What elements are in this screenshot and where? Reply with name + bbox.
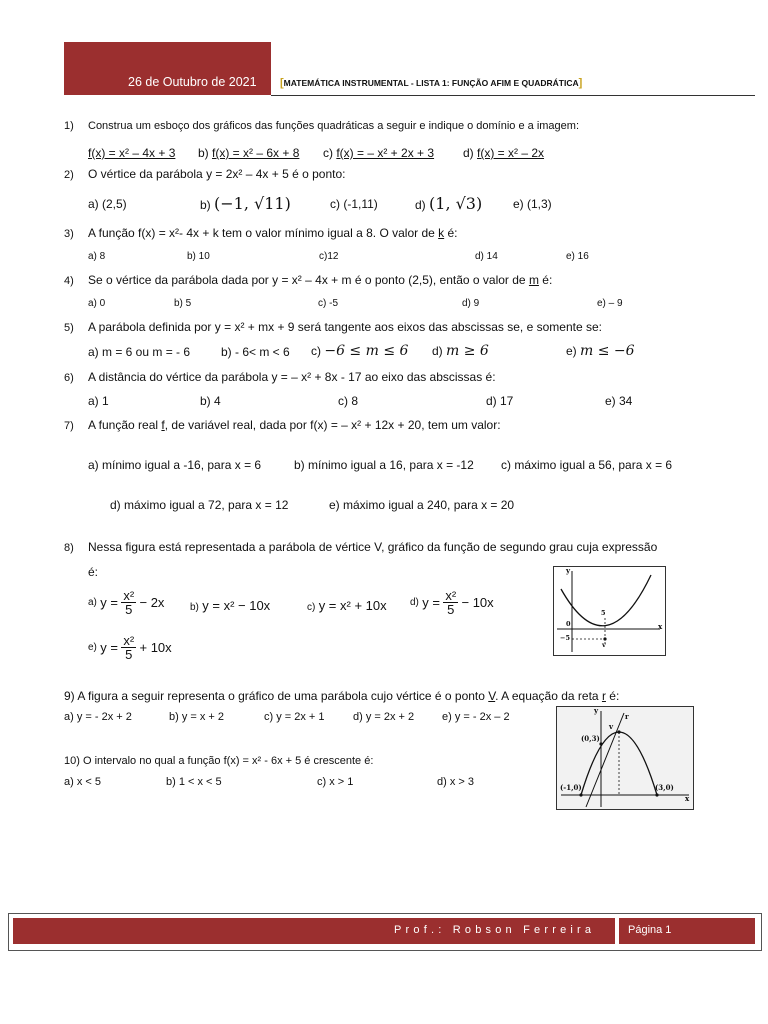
q6-option-c: c) 8 — [338, 394, 359, 408]
q1-option-d: d) f(x) = x² – 2x — [463, 146, 545, 160]
q1-text: Construa um esboço dos gráficos das funções quadráticas a seguir e indique o domínio e a imagem: — [88, 120, 580, 132]
q3-option-e: e) 16 — [566, 251, 589, 262]
q9-fig-y-label: y — [594, 706, 599, 715]
q8-text-line1: Nessa figura está representada a parábola de vértice V, gráfico da função de segundo grau cuja expressão — [88, 540, 658, 554]
footer-professor: Prof.: Robson Ferreira — [394, 924, 596, 936]
q9-option-a: a) y = - 2x + 2 — [64, 711, 132, 723]
q8-fig-zero-label: 0 — [566, 620, 571, 628]
q3-number: 3) — [64, 228, 74, 240]
q8-fig-neg5-label: −5 — [560, 634, 570, 642]
q4-text: Se o vértice da parábola dada por y = x² – 4x + m é o ponto (2,5), então o valor de m é: — [88, 273, 553, 287]
q4-option-c: c) -5 — [318, 298, 338, 309]
q4-option-d: d) 9 — [462, 298, 480, 309]
q3-option-d: d) 14 — [475, 251, 498, 262]
q1-option-c: c) f(x) = – x² + 2x + 3 — [323, 146, 435, 160]
q5-option-d: d) m ≥ 6 — [432, 343, 489, 359]
q8-parabola-figure — [553, 566, 666, 656]
header-date: 26 de Outubro de 2021 — [128, 75, 257, 89]
q9-option-c: c) y = 2x + 1 — [264, 711, 325, 723]
q8-option-c: c) y = x² + 10x — [307, 598, 387, 613]
footer-page-number: Página 1 — [628, 924, 672, 936]
q4-option-e: e) – 9 — [597, 298, 623, 309]
q9-option-d: d) y = 2x + 2 — [353, 711, 415, 723]
q7-option-b: b) mínimo igual a 16, para x = -12 — [294, 458, 474, 472]
q8-text-line2: é: — [88, 565, 99, 579]
q9-vertex-point — [617, 730, 620, 733]
q8-option-b: b) y = x² − 10x — [190, 598, 271, 613]
q2-option-a: a) (2,5) — [88, 197, 127, 211]
q2-option-d: d) (1, √3) — [415, 194, 483, 213]
q2-option-b: b) (−1, √11) — [200, 194, 291, 213]
q9-fig-30-label: (3,0) — [655, 783, 674, 792]
q9-fig-x-label: x — [685, 794, 690, 803]
q7-number: 7) — [64, 420, 74, 432]
q8-option-e: e) y = $\frac{\text{x²}}{5}$ + 10x — [88, 633, 172, 662]
q5-option-e: e) m ≤ −6 — [566, 343, 635, 359]
q6-number: 6) — [64, 372, 74, 384]
q2-number: 2) — [64, 169, 74, 181]
q1-option-b: b) f(x) = x² – 6x + 8 — [198, 146, 300, 160]
q7-option-d: d) máximo igual a 72, para x = 12 — [110, 498, 289, 512]
q6-option-a: a) 1 — [88, 394, 109, 408]
q3-option-b: b) 10 — [187, 251, 210, 262]
q6-option-b: b) 4 — [200, 394, 221, 408]
q8-number: 8) — [64, 542, 74, 554]
q5-option-a: a) m = 6 ou m = - 6 — [88, 345, 191, 359]
q2-text: O vértice da parábola y = 2x² – 4x + 5 é o ponto: — [88, 167, 346, 181]
q8-fig-v-label: v — [602, 641, 606, 649]
q3-text: A função f(x) = x²- 4x + k tem o valor mínimo igual a 8. O valor de k é: — [88, 226, 458, 240]
q9-line-r — [586, 713, 624, 807]
q9-fig-m10-label: (-1,0) — [560, 783, 582, 792]
q8-fig-y-label: y — [566, 566, 571, 575]
q9-point-m10 — [579, 793, 582, 796]
q1-option-a: f(x) = x² – 4x + 3 — [88, 146, 176, 160]
q10-text: 10) O intervalo no qual a função f(x) = x² - 6x + 5 é crescente é: — [64, 755, 374, 767]
q2-option-e: e) (1,3) — [513, 197, 552, 211]
header-rule — [271, 95, 755, 96]
q9-fig-03-label: (0,3) — [581, 734, 600, 743]
header-title: [MATEMÁTICA INSTRUMENTAL - LISTA 1: FUNÇÃO AFIM E QUADRÁTICA] — [280, 77, 583, 89]
q9-point-30 — [655, 793, 658, 796]
q9-point-03 — [599, 742, 602, 745]
q8-option-a: a) y = $\frac{\text{x²}}{5}$ − 2x — [88, 588, 165, 617]
q8-fig-x-label: x — [658, 622, 663, 631]
q6-option-e: e) 34 — [605, 394, 633, 408]
q10-option-a: a) x < 5 — [64, 776, 101, 788]
q5-option-c: c) −6 ≤ m ≤ 6 — [311, 343, 409, 359]
q7-option-e: e) máximo igual a 240, para x = 20 — [329, 498, 515, 512]
q2-option-c: c) (-1,11) — [330, 197, 378, 211]
q4-number: 4) — [64, 275, 74, 287]
q9-text: 9) A figura a seguir representa o gráfico de uma parábola cujo vértice é o ponto V. A equação da reta r é: — [64, 689, 620, 703]
q3-option-a: a) 8 — [88, 251, 106, 262]
q9-option-b: b) y = x + 2 — [169, 711, 225, 723]
q9-option-e: e) y = - 2x – 2 — [442, 711, 510, 723]
q4-option-b: b) 5 — [174, 298, 192, 309]
q8-option-d: d) y = $\frac{\text{x²}}{5}$ − 10x — [410, 588, 494, 617]
q5-option-b: b) - 6< m < 6 — [221, 345, 290, 359]
q7-option-a: a) mínimo igual a -16, para x = 6 — [88, 458, 262, 472]
q9-parabola-figure — [556, 706, 694, 810]
q7-option-c: c) máximo igual a 56, para x = 6 — [501, 458, 673, 472]
q5-text: A parábola definida por y = x² + mx + 9 será tangente aos eixos das abscissas se, e somente se: — [88, 320, 602, 334]
q5-number: 5) — [64, 322, 74, 334]
q7-text: A função real f, de variável real, dada por f(x) = – x² + 12x + 20, tem um valor: — [88, 418, 501, 432]
q6-option-d: d) 17 — [486, 394, 514, 408]
q10-option-b: b) 1 < x < 5 — [166, 776, 222, 788]
q6-text: A distância do vértice da parábola y = – x² + 8x - 17 ao eixo das abscissas é: — [88, 370, 496, 384]
q9-fig-v-label: v — [609, 722, 614, 731]
q9-fig-r-label: r — [625, 712, 629, 721]
q10-option-c: c) x > 1 — [317, 776, 354, 788]
q4-option-a: a) 0 — [88, 298, 106, 309]
q8-parabola-curve — [561, 575, 651, 626]
q8-fig-five-label: 5 — [601, 609, 606, 617]
q3-option-c: c)12 — [319, 251, 339, 262]
q1-number: 1) — [64, 120, 74, 132]
q10-option-d: d) x > 3 — [437, 776, 474, 788]
